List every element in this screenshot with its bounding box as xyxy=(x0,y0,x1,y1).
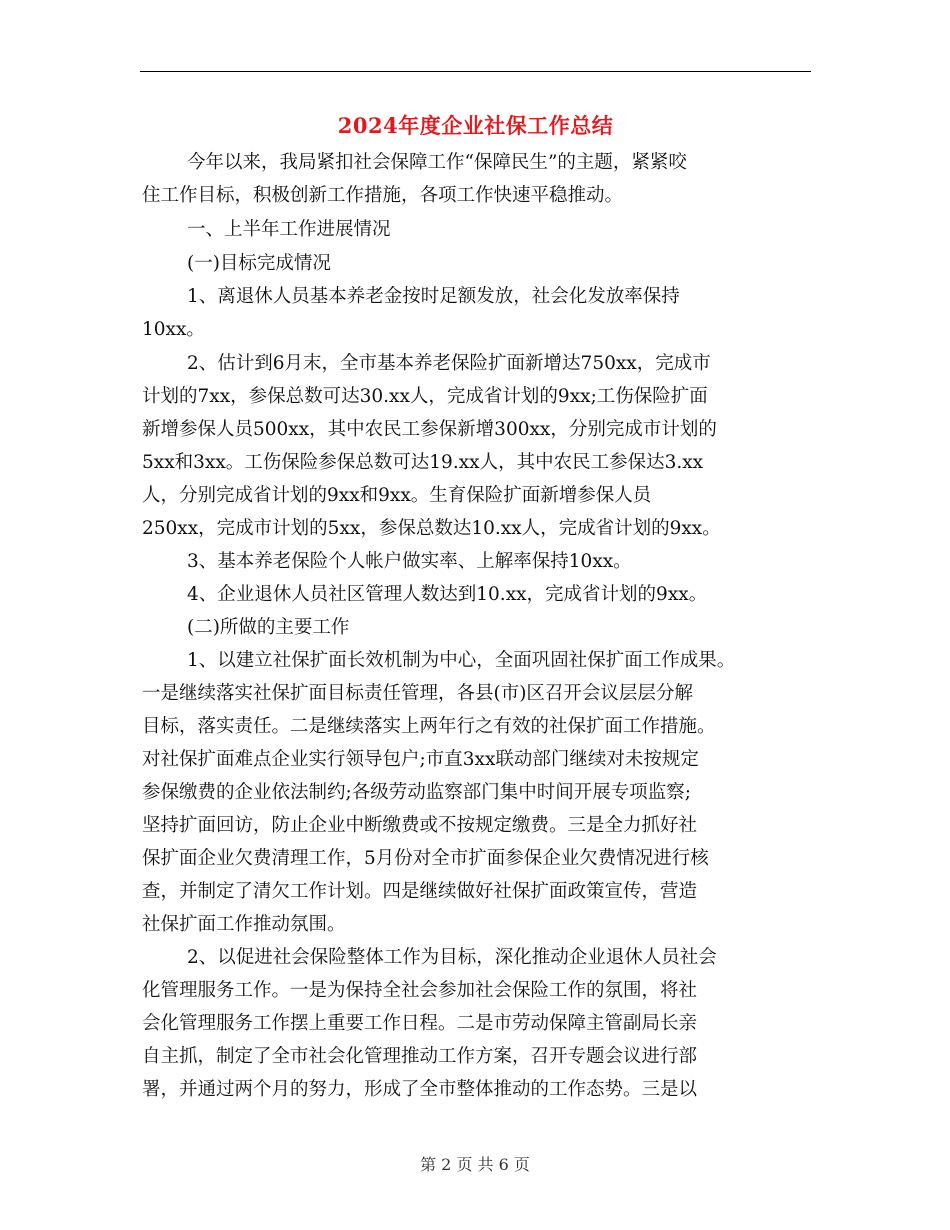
document-title: 2024年度企业社保工作总结 xyxy=(337,113,614,138)
text-line: 计划的7xx，参保总数可达30.xx人，完成省计划的9xx;工伤保险扩面 xyxy=(142,386,708,407)
text-line: 查，并制定了清欠工作计划。四是继续做好社保扩面政策宣传，营造 xyxy=(142,881,698,902)
text-line: 4、企业退休人员社区管理人数达到10.xx，完成省计划的9xx。 xyxy=(187,584,708,605)
text-line: 2、估计到6月末，全市基本养老保险扩面新增达750xx，完成市 xyxy=(187,353,711,374)
header-rule xyxy=(140,71,811,72)
text-line: 人，分别完成省计划的9xx和9xx。生育保险扩面新增参保人员 xyxy=(142,485,652,506)
text-line: 250xx，完成市计划的5xx，参保总数达10.xx人，完成省计划的9xx。 xyxy=(142,518,721,539)
text-line: 一是继续落实社保扩面目标责任管理，各县(市)区召开会议层层分解 xyxy=(142,683,693,704)
text-line: 1、以建立社保扩面长效机制为中心，全面巩固社保扩面工作成果。 xyxy=(187,650,736,671)
text-line: 自主抓，制定了全市社会化管理推动工作方案，召开专题会议进行部 xyxy=(142,1046,698,1067)
subsection-heading: (二)所做的主要工作 xyxy=(187,617,350,638)
text-line: 10xx。 xyxy=(142,319,205,340)
text-line: 会化管理服务工作摆上重要工作日程。二是市劳动保障主管副局长亲 xyxy=(142,1013,698,1034)
text-line: 参保缴费的企业依法制约;各级劳动监察部门集中时间开展专项监察; xyxy=(142,782,691,803)
text-line: 今年以来，我局紧扣社会保障工作“保障民生”的主题，紧紧咬 xyxy=(187,152,687,173)
text-line: 坚持扩面回访，防止企业中断缴费或不按规定缴费。三是全力抓好社 xyxy=(142,815,698,836)
text-line: 保扩面企业欠费清理工作，5月份对全市扩面参保企业欠费情况进行核 xyxy=(142,848,709,869)
text-line: 3、基本养老保险个人帐户做实率、上解率保持10xx。 xyxy=(187,551,632,572)
text-line: 对社保扩面难点企业实行领导包户;市直3xx联动部门继续对未按规定 xyxy=(142,749,699,770)
text-line: 2、以促进社会保险整体工作为目标，深化推动企业退休人员社会 xyxy=(187,947,717,968)
text-line: 目标，落实责任。二是继续落实上两年行之有效的社保扩面工作措施。 xyxy=(142,716,716,737)
text-line: 署，并通过两个月的努力，形成了全市整体推动的工作态势。三是以 xyxy=(142,1079,698,1100)
text-line: 住工作目标，积极创新工作措施，各项工作快速平稳推动。 xyxy=(142,185,624,206)
text-line: 1、离退休人员基本养老金按时足额发放，社会化发放率保持 xyxy=(187,286,680,307)
text-line: 5xx和3xx。工伤保险参保总数可达19.xx人，其中农民工参保达3.xx xyxy=(142,452,704,473)
page-footer: 第 2 页 共 6 页 xyxy=(420,1155,530,1174)
subsection-heading: (一)目标完成情况 xyxy=(187,253,331,274)
section-heading: 一、上半年工作进展情况 xyxy=(187,219,391,240)
text-line: 新增参保人员500xx，其中农民工参保新增300xx，分别完成市计划的 xyxy=(142,419,717,440)
text-line: 社保扩面工作推动氛围。 xyxy=(142,914,346,935)
text-line: 化管理服务工作。一是为保持全社会参加社会保险工作的氛围，将社 xyxy=(142,980,698,1001)
